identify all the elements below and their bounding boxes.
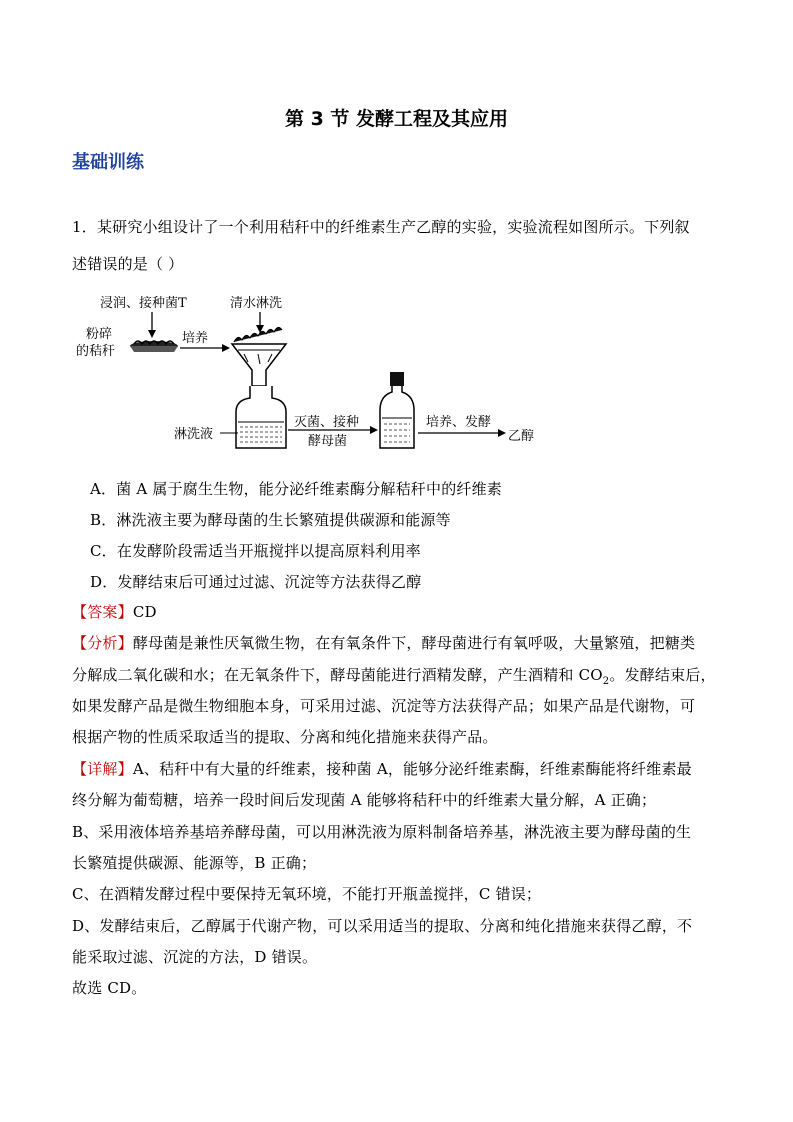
straw-tray-icon [130, 341, 178, 352]
detail-line-3: B、采用液体培养基培养酵母菌，可以用淋洗液为原料制备培养基，淋洗液主要为酵母菌的生 [72, 823, 692, 841]
answer-tag: 【答案】 [72, 603, 133, 621]
answer-value: CD [132, 603, 157, 621]
option-a: A．菌 A 属于腐生生物，能分泌纤维素酶分解秸秆中的纤维素 [90, 480, 503, 498]
arrow-right-icon [370, 426, 378, 434]
detail-line-2: 终分解为葡萄糖，培养一段时间后发现菌 A 能够将秸秆中的纤维素大量分解，A 正确； [72, 791, 657, 809]
flask-icon [236, 386, 286, 448]
analysis-subscript: 2 [602, 676, 610, 687]
analysis-text: 。发酵结束后， [609, 666, 716, 684]
option-c: C．在发酵阶段需适当开瓶搅拌以提高原料利用率 [90, 542, 421, 560]
funnel-icon [232, 327, 286, 386]
analysis-line-3: 如果发酵产品是微生物细胞本身，可采用过滤、沉淀等方法获得产品；如果产品是代谢物，可 [72, 697, 696, 715]
option-d: D．发酵结束后可通过过滤、沉淀等方法获得乙醇 [90, 573, 422, 591]
label-culture-ferment: 培养、发酵 [426, 415, 492, 430]
analysis-text: 酵母菌是兼性厌氧微生物，在有氧条件下，酵母菌进行有氧呼吸，大量繁殖，把糖类 [132, 634, 696, 652]
analysis-line-2 [72, 664, 732, 687]
detail-line-1 [72, 758, 732, 779]
label-rinse-liquid: 淋洗液 [174, 427, 214, 442]
arrow-right-icon [222, 344, 230, 352]
label-ethanol: 乙醇 [508, 429, 535, 444]
analysis-line-1 [72, 632, 732, 653]
question-line-1: 1．某研究小组设计了一个利用秸秆中的纤维素生产乙醇的实验，实验流程如图所示。下列叙 [72, 218, 690, 236]
label-straw: 的秸秆 [76, 344, 116, 359]
label-yeast: 酵母菌 [308, 434, 348, 449]
label-sterilize-inoculate: 灭菌、接种 [294, 415, 360, 430]
answer-line [72, 601, 732, 622]
fermentation-bottle-icon [380, 372, 414, 448]
label-water-rinse: 清水淋洗 [230, 296, 283, 311]
experiment-flow-diagram [72, 288, 542, 450]
label-crushed: 粉碎 [86, 327, 113, 342]
detail-line-6: D、发酵结束后，乙醇属于代谢产物，可以采用适当的提取、分离和纯化措施来获得乙醇，不 [72, 917, 693, 935]
arrow-down-icon [148, 330, 156, 338]
analysis-text: 分解成二氧化碳和水；在无氧条件下，酵母菌能进行酒精发酵，产生酒精和 CO [72, 666, 603, 684]
detail-line-4: 长繁殖提供碳源、能源等，B 正确； [72, 854, 317, 872]
label-culture: 培养 [182, 331, 209, 346]
arrow-right-icon [498, 429, 506, 437]
analysis-tag: 【分析】 [72, 634, 133, 652]
question-line-2: 述错误的是（ ） [72, 255, 184, 273]
detail-tag: 【详解】 [72, 760, 133, 778]
label-soak-inoculate: 浸润、接种菌T [100, 296, 187, 311]
detail-line-7: 能采取过滤、沉淀的方法，D 错误。 [72, 948, 318, 966]
analysis-line-4: 根据产物的性质采取适当的提取、分离和纯化措施来获得产品。 [72, 728, 498, 746]
section-heading: 基础训练 [72, 152, 144, 173]
option-b: B．淋洗液主要为酵母菌的生长繁殖提供碳源和能源等 [90, 511, 451, 529]
page-title: 第 3 节 发酵工程及其应用 [284, 108, 509, 130]
detail-line-5: C、在酒精发酵过程中要保持无氧环境，不能打开瓶盖搅拌，C 错误； [72, 885, 542, 903]
detail-line-8: 故选 CD。 [72, 979, 147, 997]
detail-text: A、秸秆中有大量的纤维素，接种菌 A，能够分泌纤维素酶，纤维素酶能将纤维素最 [132, 760, 692, 778]
